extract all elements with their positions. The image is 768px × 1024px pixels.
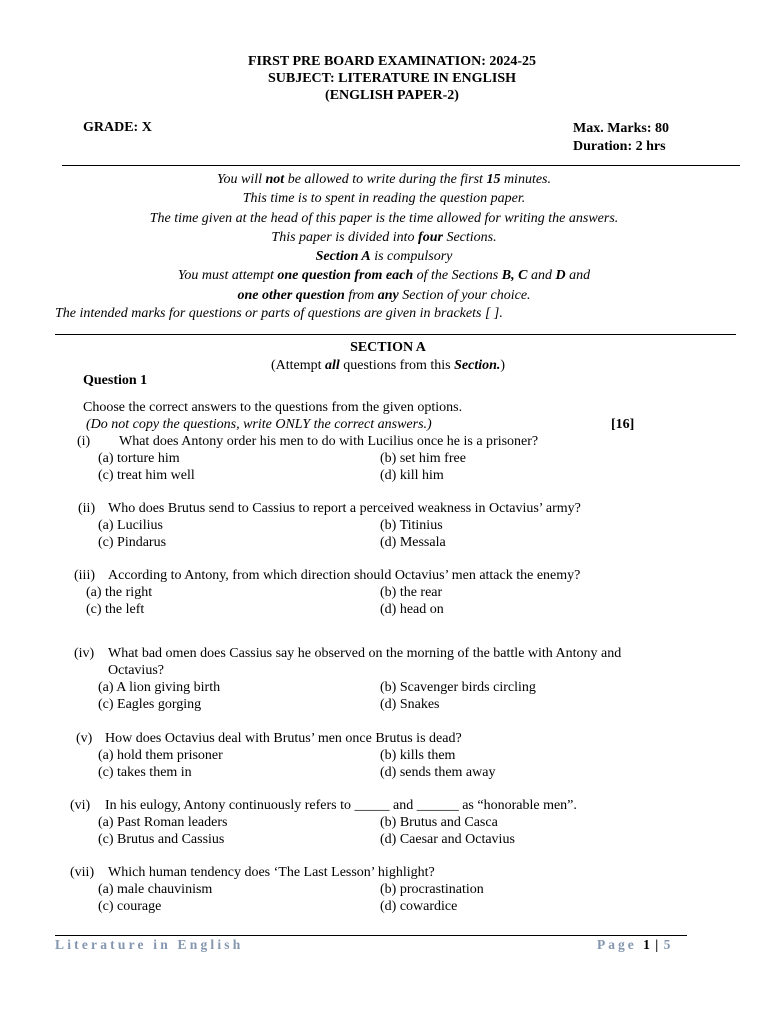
instruction-line-6: You must attempt one question from each of the Sections B, C and D and (177, 268, 591, 284)
option-c: (c) Pindarus (98, 535, 167, 550)
option-c: (c) Brutus and Cassius (98, 832, 225, 847)
section-header (0, 339, 768, 375)
option-d: (d) Snakes (380, 697, 440, 712)
question-marks: [16] (611, 417, 635, 432)
question-number: (vi) (70, 798, 91, 813)
exam-subject: SUBJECT: LITERATURE IN ENGLISH (267, 71, 517, 86)
question-text: How does Octavius deal with Brutus’ men once Brutus is dead? (105, 731, 462, 746)
instruction-line-4: This paper is divided into four Sections. (271, 229, 497, 245)
question-text-continued: Octavius? (108, 663, 164, 678)
option-c: (c) courage (98, 899, 162, 914)
question-text: What does Antony order his men to do with Lucilius once he is a prisoner? (119, 434, 539, 449)
grade-label: GRADE: X (83, 120, 152, 135)
instruction-line-8: The intended marks for questions or parts of questions are given in brackets [ ]. (55, 306, 503, 321)
question-number: (vii) (70, 865, 95, 880)
option-c: (c) takes them in (98, 765, 192, 780)
divider-top (62, 165, 740, 166)
option-a: (a) the right (86, 585, 153, 600)
question-title: Question 1 (83, 373, 148, 388)
option-a: (a) male chauvinism (98, 882, 213, 897)
option-b: (b) kills them (380, 748, 456, 763)
option-b: (b) procrastination (380, 882, 484, 897)
page-number: Page 1 | 5 (597, 937, 672, 952)
instruction-line-7: one other question from any Section of your choice. (237, 287, 531, 303)
option-a: (a) A lion giving birth (98, 680, 221, 695)
question-text: What bad omen does Cassius say he observed on the morning of the battle with Antony and (108, 646, 622, 661)
question-number: (iv) (74, 646, 95, 661)
section-title: SECTION A (350, 340, 426, 355)
marks-duration (573, 120, 669, 155)
option-c: (c) Eagles gorging (98, 697, 202, 712)
exam-title: FIRST PRE BOARD EXAMINATION: 2024-25 (247, 54, 537, 69)
exam-header (0, 53, 768, 104)
option-c: (c) the left (86, 602, 145, 617)
question-prompt: Choose the correct answers to the questions from the given options. (83, 400, 463, 415)
option-a: (a) Past Roman leaders (98, 815, 228, 830)
option-a: (a) hold them prisoner (98, 748, 223, 763)
option-d: (d) Messala (380, 535, 446, 550)
footer-subject: Literature in English (55, 937, 244, 952)
instruction-line-5: Section A is compulsory (315, 249, 453, 265)
question-number: (i) (77, 434, 91, 449)
question-number: (iii) (74, 568, 95, 583)
instructions (0, 170, 768, 305)
max-marks: Max. Marks: 80 (573, 121, 670, 136)
option-d: (d) Caesar and Octavius (380, 832, 515, 847)
option-a: (a) Lucilius (98, 518, 163, 533)
duration: Duration: 2 hrs (573, 138, 666, 154)
question-note: (Do not copy the questions, write ONLY the correct answers.) (86, 417, 432, 432)
option-d: (d) head on (380, 602, 444, 617)
option-d: (d) sends them away (380, 765, 496, 780)
question-number: (ii) (78, 501, 96, 516)
instruction-line-3: The time given at the head of this paper is the time allowed for writing the answers. (149, 210, 619, 226)
option-b: (b) Brutus and Casca (380, 815, 498, 830)
question-number: (v) (76, 731, 93, 746)
option-a: (a) torture him (98, 451, 180, 466)
option-d: (d) kill him (380, 468, 444, 483)
option-b: (b) set him free (380, 451, 466, 466)
footer-divider (55, 935, 687, 936)
option-c: (c) treat him well (98, 468, 195, 483)
option-b: (b) the rear (380, 585, 443, 600)
question-text: Which human tendency does ‘The Last Lesson’ highlight? (108, 865, 435, 880)
instruction-line-2: This time is to spent in reading the question paper. (242, 191, 526, 207)
section-attempt-note: (Attempt all questions from this Section.) (270, 358, 506, 373)
option-b: (b) Scavenger birds circling (380, 680, 536, 695)
instruction-line-1: You will not be allowed to write during the first 15 minutes. (217, 172, 551, 187)
option-b: (b) Titinius (380, 518, 443, 533)
question-text: Who does Brutus send to Cassius to report a perceived weakness in Octavius’ army? (108, 501, 581, 516)
question-text: In his eulogy, Antony continuously refers to _____ and ______ as “honorable men”. (105, 798, 577, 813)
exam-paper: (ENGLISH PAPER-2) (325, 88, 459, 103)
option-d: (d) cowardice (380, 899, 458, 914)
divider-section (55, 334, 736, 335)
question-text: According to Antony, from which direction should Octavius’ men attack the enemy? (108, 568, 581, 583)
